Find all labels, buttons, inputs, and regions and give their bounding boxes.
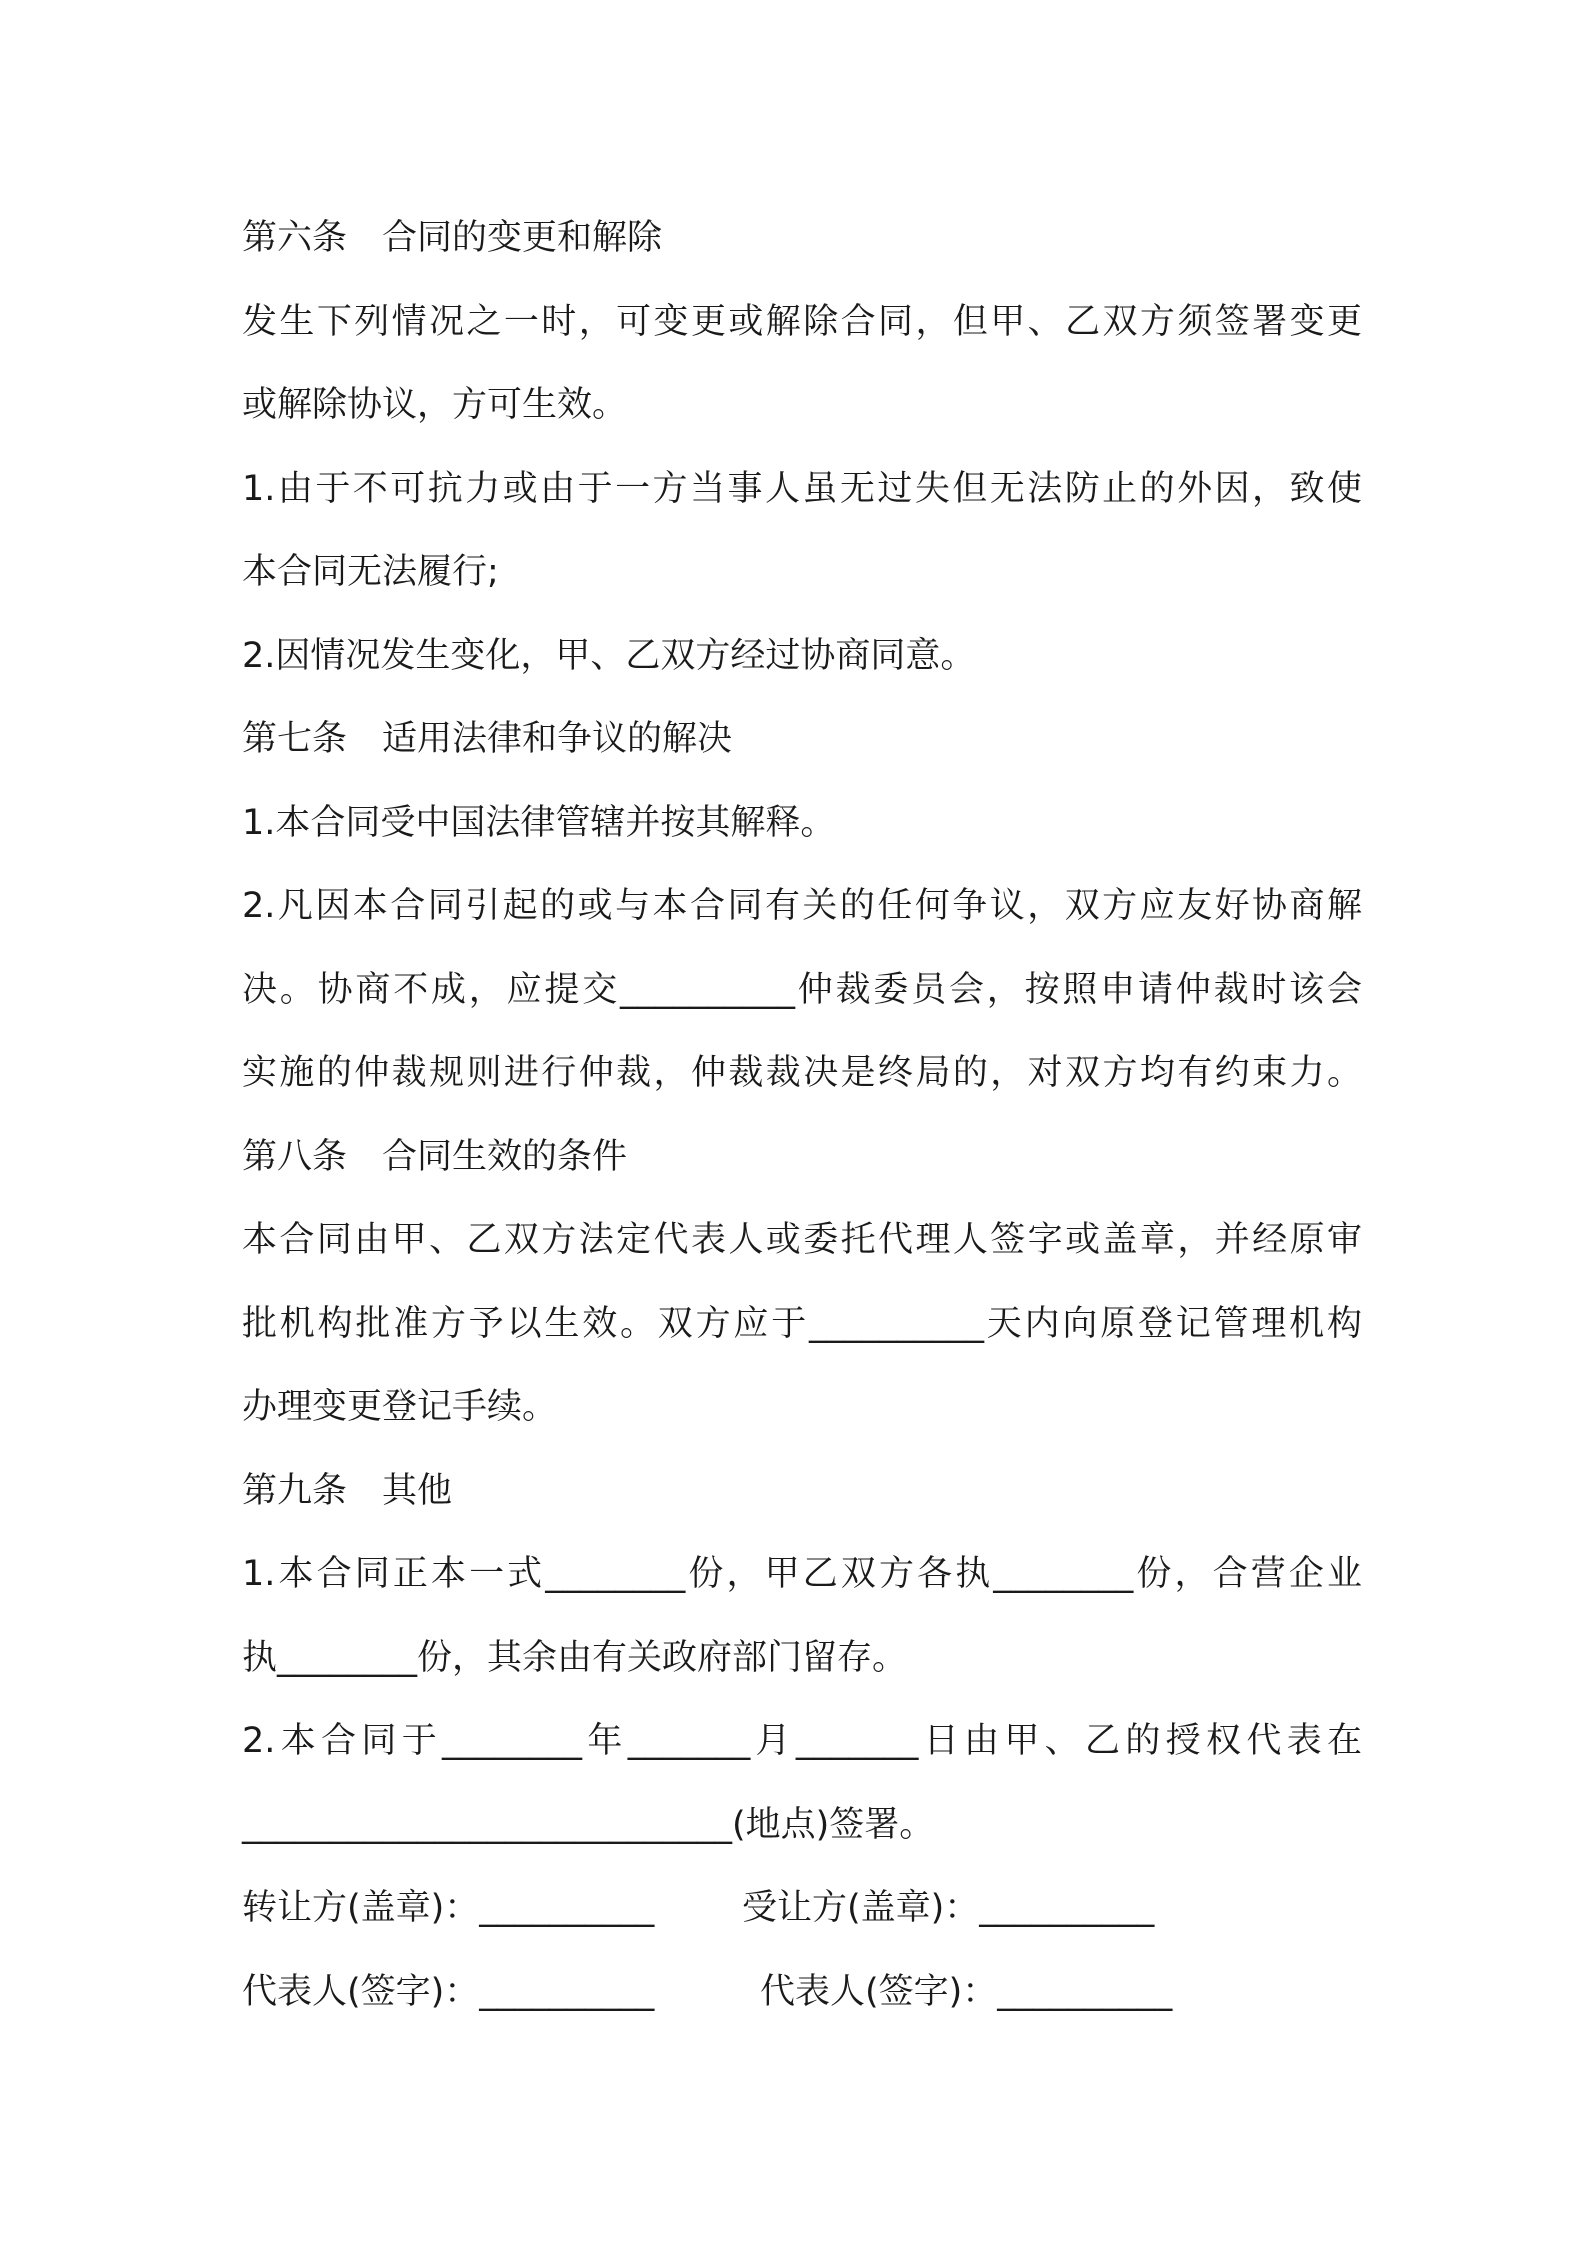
article-6-heading: 第六条 合同的变更和解除 xyxy=(242,218,663,258)
paragraph-line: 实施的仲裁规则进行仲裁，仲裁裁决是终局的，对双方均有约束力。 xyxy=(242,1053,1362,1093)
paragraph-line: 决。协商不成，应提交__________仲裁委员会，按照申请仲裁时该会 xyxy=(242,969,1362,1010)
paragraph-line: 1.由于不可抗力或由于一方当事人虽无过失但无法防止的外因，致使 xyxy=(242,468,1362,509)
paragraph-line: 本合同由甲、乙双方法定代表人或委托代理人签字或盖章，并经原审 xyxy=(242,1220,1362,1260)
paragraph-line: 1.本合同正本一式________份，甲乙双方各执________份，合营企业 xyxy=(242,1554,1362,1594)
paragraph-line: 批机构批准方予以生效。双方应于__________天内向原登记管理机构 xyxy=(242,1303,1362,1344)
signature-row-rep xyxy=(242,1951,1362,2035)
paragraph-line: 2.因情况发生变化，甲、乙双方经过协商同意。 xyxy=(242,635,976,676)
contract-body xyxy=(242,197,1362,2034)
transferor-rep-field: 代表人(签字)：__________ xyxy=(242,1971,655,2012)
paragraph-line: ____________________________(地点)签署。 xyxy=(242,1804,935,1845)
transferor-seal-field: 转让方(盖章)：__________ xyxy=(242,1888,655,1928)
signature-row-seal xyxy=(242,1867,1362,1951)
paragraph-line: 发生下列情况之一时，可变更或解除合同，但甲、乙双方须签署变更 xyxy=(242,301,1362,342)
paragraph-line: 本合同无法履行; xyxy=(242,552,499,592)
article-7-heading: 第七条 适用法律和争议的解决 xyxy=(242,719,733,759)
paragraph-line: 执________份，其余由有关政府部门留存。 xyxy=(242,1637,908,1678)
paragraph-line: 1.本合同受中国法律管辖并按其解释。 xyxy=(242,802,836,843)
transferee-rep-field: 代表人(签字)：__________ xyxy=(760,1971,1173,2012)
article-9-heading: 第九条 其他 xyxy=(242,1470,453,1511)
article-8-heading: 第八条 合同生效的条件 xyxy=(242,1136,628,1177)
paragraph-line: 2.凡因本合同引起的或与本合同有关的任何争议，双方应友好协商解 xyxy=(242,886,1362,926)
paragraph-line: 办理变更登记手续。 xyxy=(242,1387,558,1427)
paragraph-line: 或解除协议，方可生效。 xyxy=(242,385,628,425)
paragraph-line: 2.本合同于________年_______月_______日由甲、乙的授权代表在 xyxy=(242,1721,1362,1761)
transferee-seal-field: 受让方(盖章)：__________ xyxy=(742,1888,1155,1928)
